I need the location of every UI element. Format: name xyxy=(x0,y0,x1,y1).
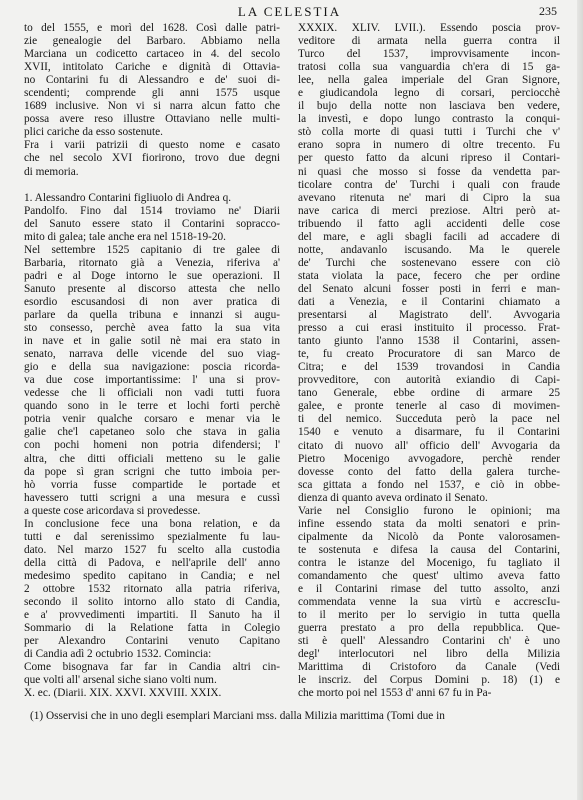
text-line: a queste cose aricordava si provedesse. xyxy=(24,504,201,517)
text-line: provveditore, con autorità exiandio di Capi- xyxy=(298,374,560,387)
text-line: tribuendo il fatto agli accidenti delle cose xyxy=(298,217,560,230)
text-line: veditore di armata nella guerra contra il xyxy=(298,35,560,48)
text-line: di memoria. xyxy=(24,165,79,178)
text-line: va due cose importantissime: l' una si prov- xyxy=(24,374,280,387)
text-line: In conclusione fece una bona relation, e da xyxy=(24,517,280,530)
text-line: tanto giunto l'anno 1538 il Contarini, assen- xyxy=(298,335,560,348)
text-line: 1689 inclusive. Non vi si narra alcun fatto che xyxy=(24,100,280,113)
text-line: Fra i varii patrizii di questo nome e casato xyxy=(24,139,280,152)
text-line: XXXIX. XLIV. LVII.). Essendo poscia prov- xyxy=(298,22,560,34)
text-line: vedesse che li officiali non vadi tutti fuora xyxy=(24,387,280,400)
right-text-column xyxy=(298,22,560,700)
text-line: infine essendo stata da molti senatori e prin- xyxy=(298,517,560,530)
text-line: X. ec. (Diarii. XIX. XXVI. XXVIII. XXIX. xyxy=(24,687,222,700)
text-line: ni quasi che mosso si fosse da vendetta par- xyxy=(298,165,560,178)
text-line: 1540 e venuto a disarmare, fu il Contarini xyxy=(298,426,560,439)
text-line: ticolare contra de' Turchi i quali con fraude xyxy=(298,178,560,191)
text-line: to del 1555, e morì del 1628. Così dalle patri- xyxy=(24,22,280,34)
text-line: Pandolfo. Fino dal 1514 troviamo ne' Diarii xyxy=(24,204,280,217)
text-line: stò colla morte di quasi tutti i Turchi che v' xyxy=(298,126,560,139)
text-line: mito di galea; tale anche era nel 1518-19-20. xyxy=(24,230,227,243)
text-line: di Candia adì 2 octubrio 1532. Comincia: xyxy=(24,648,212,661)
text-line: Marittima di Cristoforo da Canale (Vedi xyxy=(298,661,560,674)
text-line: medesimo spedito capitano in Candia; e nel xyxy=(24,569,280,582)
text-line: stata violata la pace, fecero che per ordine xyxy=(298,269,560,282)
text-line: per Alexandro Contarini venuto Capitano xyxy=(24,635,280,648)
text-line: Come bisognava far far in Candia altri cin- xyxy=(24,661,280,674)
text-line: dienza di quanto aveva ordinato il Senato. xyxy=(298,491,488,504)
text-line: e il Contarini rimase del tutto assolto, anzi xyxy=(298,583,560,596)
text-line: del Sanuto essere stato il Contarini sopracco- xyxy=(24,217,280,230)
text-line: e a' provvedimenti impartiti. Il Sanuto ha il xyxy=(24,609,280,622)
text-line: lee, nella galea imperiale del Gran Signore, xyxy=(298,74,560,87)
text-line: esordio escusandosi di non aver pratica di xyxy=(24,295,280,308)
text-line: commendata venne la sua virtù e accrescIu- xyxy=(298,596,560,609)
text-line: tano Generale, ebbe ordine di armare 25 xyxy=(298,387,560,400)
text-line: e giudicandola legno di corsari, percioсchè xyxy=(298,87,560,100)
text-line: Pietro Mocenigo avvogadore, perchè render xyxy=(298,452,560,465)
text-line: galee, e pronte tenerle al caso di movimen- xyxy=(298,400,560,413)
text-line: presentarsi al Magistrato dell'. Avvogaria xyxy=(298,309,560,322)
text-line: Marciana un codicetto cartaceo in 4. del secolo xyxy=(24,48,280,61)
text-line: padri e al Doge intorno le sue operazioni. Il xyxy=(24,269,280,282)
paragraph-gap xyxy=(24,179,280,192)
text-line: notte, andavanlo iscusando. Ma le querele xyxy=(298,243,560,256)
text-line: avevano ritenuta ne' mari di Cipro la sua xyxy=(298,191,560,204)
text-line: contra le istanze del Mocenigo, fu tagliato il xyxy=(298,556,560,569)
text-line: tratosi colla sua vanguardia ch'era di 15 ga- xyxy=(298,61,560,74)
text-line: con pochi homeni non potria difendersi; l' xyxy=(24,439,280,452)
text-line: que volti all' arsenal siche siano volti num. xyxy=(24,674,217,687)
footnote: (1) Osservisi che in uno degli esemplari Marciani mss. dalla Milizia marittima (Tomi due in xyxy=(30,710,445,722)
text-line: Sanuto presente al discorso attesta che nello xyxy=(24,282,280,295)
text-line: zie genealogie del Barbaro. Abbiamo nella xyxy=(24,35,280,48)
text-line: te sostenuta e difesa la causa del Contarini, xyxy=(298,543,560,556)
text-line: sto consesso, perchè avea fatto la sua vita xyxy=(24,322,280,335)
page-edge xyxy=(577,0,583,800)
text-line: guerra prestato a pro della repubblica. Que- xyxy=(298,622,560,635)
text-line: secondo il solito intorno allo stato di Candia, xyxy=(24,596,280,609)
text-line: Sommario di la Relatione fatta in Colegio xyxy=(24,622,280,635)
text-line: XVII, intitolato Cariche e dignità di Ottavia- xyxy=(24,61,280,74)
text-line: quando sono in le terre et lochi forti perchè xyxy=(24,400,280,413)
text-line: della città di Padova, e nell'aprile dell' anno xyxy=(24,556,280,569)
page-number: 235 xyxy=(539,4,557,18)
text-line: gio e della sua navigazione: poscia ricorda- xyxy=(24,361,280,374)
page-header xyxy=(22,4,557,20)
text-line: Turco del 1537, improvvisamente incon- xyxy=(298,48,560,61)
text-line: 2 ottobre 1532 ritornato alla patria riferiva, xyxy=(24,582,280,595)
text-line: in nave et in galie sotil nè mai era stato in xyxy=(24,335,280,348)
text-line: sti è quell' Alessandro Contarini ch' è uno xyxy=(298,635,560,648)
text-line: altra, che ditti officiali metteno su le galie xyxy=(24,452,280,465)
text-line: tutti e dal serenissimo spezialmente fu lau- xyxy=(24,530,280,543)
text-line: che nel secolo XVI fiorirono, trovo due degni xyxy=(24,152,280,165)
text-line: la investì, e dopo lungo contrasto la conqui- xyxy=(298,113,560,126)
text-line: Varie nel Consiglio furono le opinioni; ma xyxy=(298,504,560,517)
text-line: le inscriz. del Corpus Domini p. 18) (1) e xyxy=(298,674,560,687)
text-line: no Contarini fu di Alessandro e de' suoi di- xyxy=(24,74,280,87)
running-title: LA CELESTIA xyxy=(237,4,342,19)
text-line: da pope sì gran scrigni che tutto imboia per- xyxy=(24,465,280,478)
text-line: presso a cui erasi instituito il processo. Frat- xyxy=(298,322,560,335)
text-line: possa avere reso illustre Ottaviano nelle multi- xyxy=(24,113,280,126)
text-line: plici cariche da esso sostenute. xyxy=(24,126,163,139)
text-line: del Senato alcuni fosser posti in ferri e man- xyxy=(298,282,560,295)
text-line: che morto poi nel 1553 d' anni 67 fu in Pa- xyxy=(298,687,492,700)
text-line: cipalmente da Nicolò da Ponte valorosamen- xyxy=(298,530,560,543)
text-line: havessero tutti scrigni a una mesura e cussì xyxy=(24,491,280,504)
text-line: degl' interlocutori nel libro della Milizia xyxy=(298,648,560,661)
text-line: dovesse conto del fatto della galera turche- xyxy=(298,465,560,478)
text-line: dati a Venezia, e il Contarini chiamato a xyxy=(298,295,560,308)
text-line: il bujo della notte non lasciava ben vedere, xyxy=(298,100,560,113)
text-line: parlare da quella tribuna e innanzi si augu- xyxy=(24,308,280,321)
text-line: nave carica di merci preziose. Altri però at- xyxy=(298,204,560,217)
text-line: citato di nuovo all' officio dell' Avvogaria da xyxy=(298,439,560,452)
text-line: hò vorria fusse compartide le portade et xyxy=(24,478,280,491)
text-line: senato, narrava delle vicende del suo viag- xyxy=(24,348,280,361)
text-line: del mare, e agli sbagli facili ad accadere di xyxy=(298,230,560,243)
text-line: ti del nemico. Succeduta però la pace nel xyxy=(298,413,560,426)
text-line: de' Turchi che sostenevano essere con ciò xyxy=(298,256,560,269)
text-line: comandamento che quest' ultimo aveva fatto xyxy=(298,569,560,582)
text-line: Barbaria, ritornato già a Venezia, riferiva a' xyxy=(24,256,280,269)
text-line: Nel settembre 1525 capitanio di tre galee di xyxy=(24,243,280,256)
text-line: te, fu creato Procuratore di san Marco de xyxy=(298,348,560,361)
text-line: 1. Alessandro Contarini figliuolo di Andrea q. xyxy=(24,191,232,204)
text-line: galie che'l capetaneo solo che stava in galia xyxy=(24,426,280,439)
left-text-column xyxy=(24,22,280,700)
text-line: Citra; e del 1539 trovandosi in Candia xyxy=(298,361,560,374)
text-line: sca gittata a fondo nel 1537, e ciò in obbe- xyxy=(298,478,560,491)
text-line: erano sopra in numero di oltre trecento. Fu xyxy=(298,139,560,152)
text-line: to il merito per lo servigio in tutta quella xyxy=(298,609,560,622)
text-line: dato. Nel marzo 1527 fu scelto alla custodia xyxy=(24,543,280,556)
text-line: potria venir qualche corsaro e menar via le xyxy=(24,413,280,426)
text-line: scendenti; comprende gli anni 1575 usque xyxy=(24,87,280,100)
text-line: per questo fatto da alcuni ripreso il Contari- xyxy=(298,152,560,165)
